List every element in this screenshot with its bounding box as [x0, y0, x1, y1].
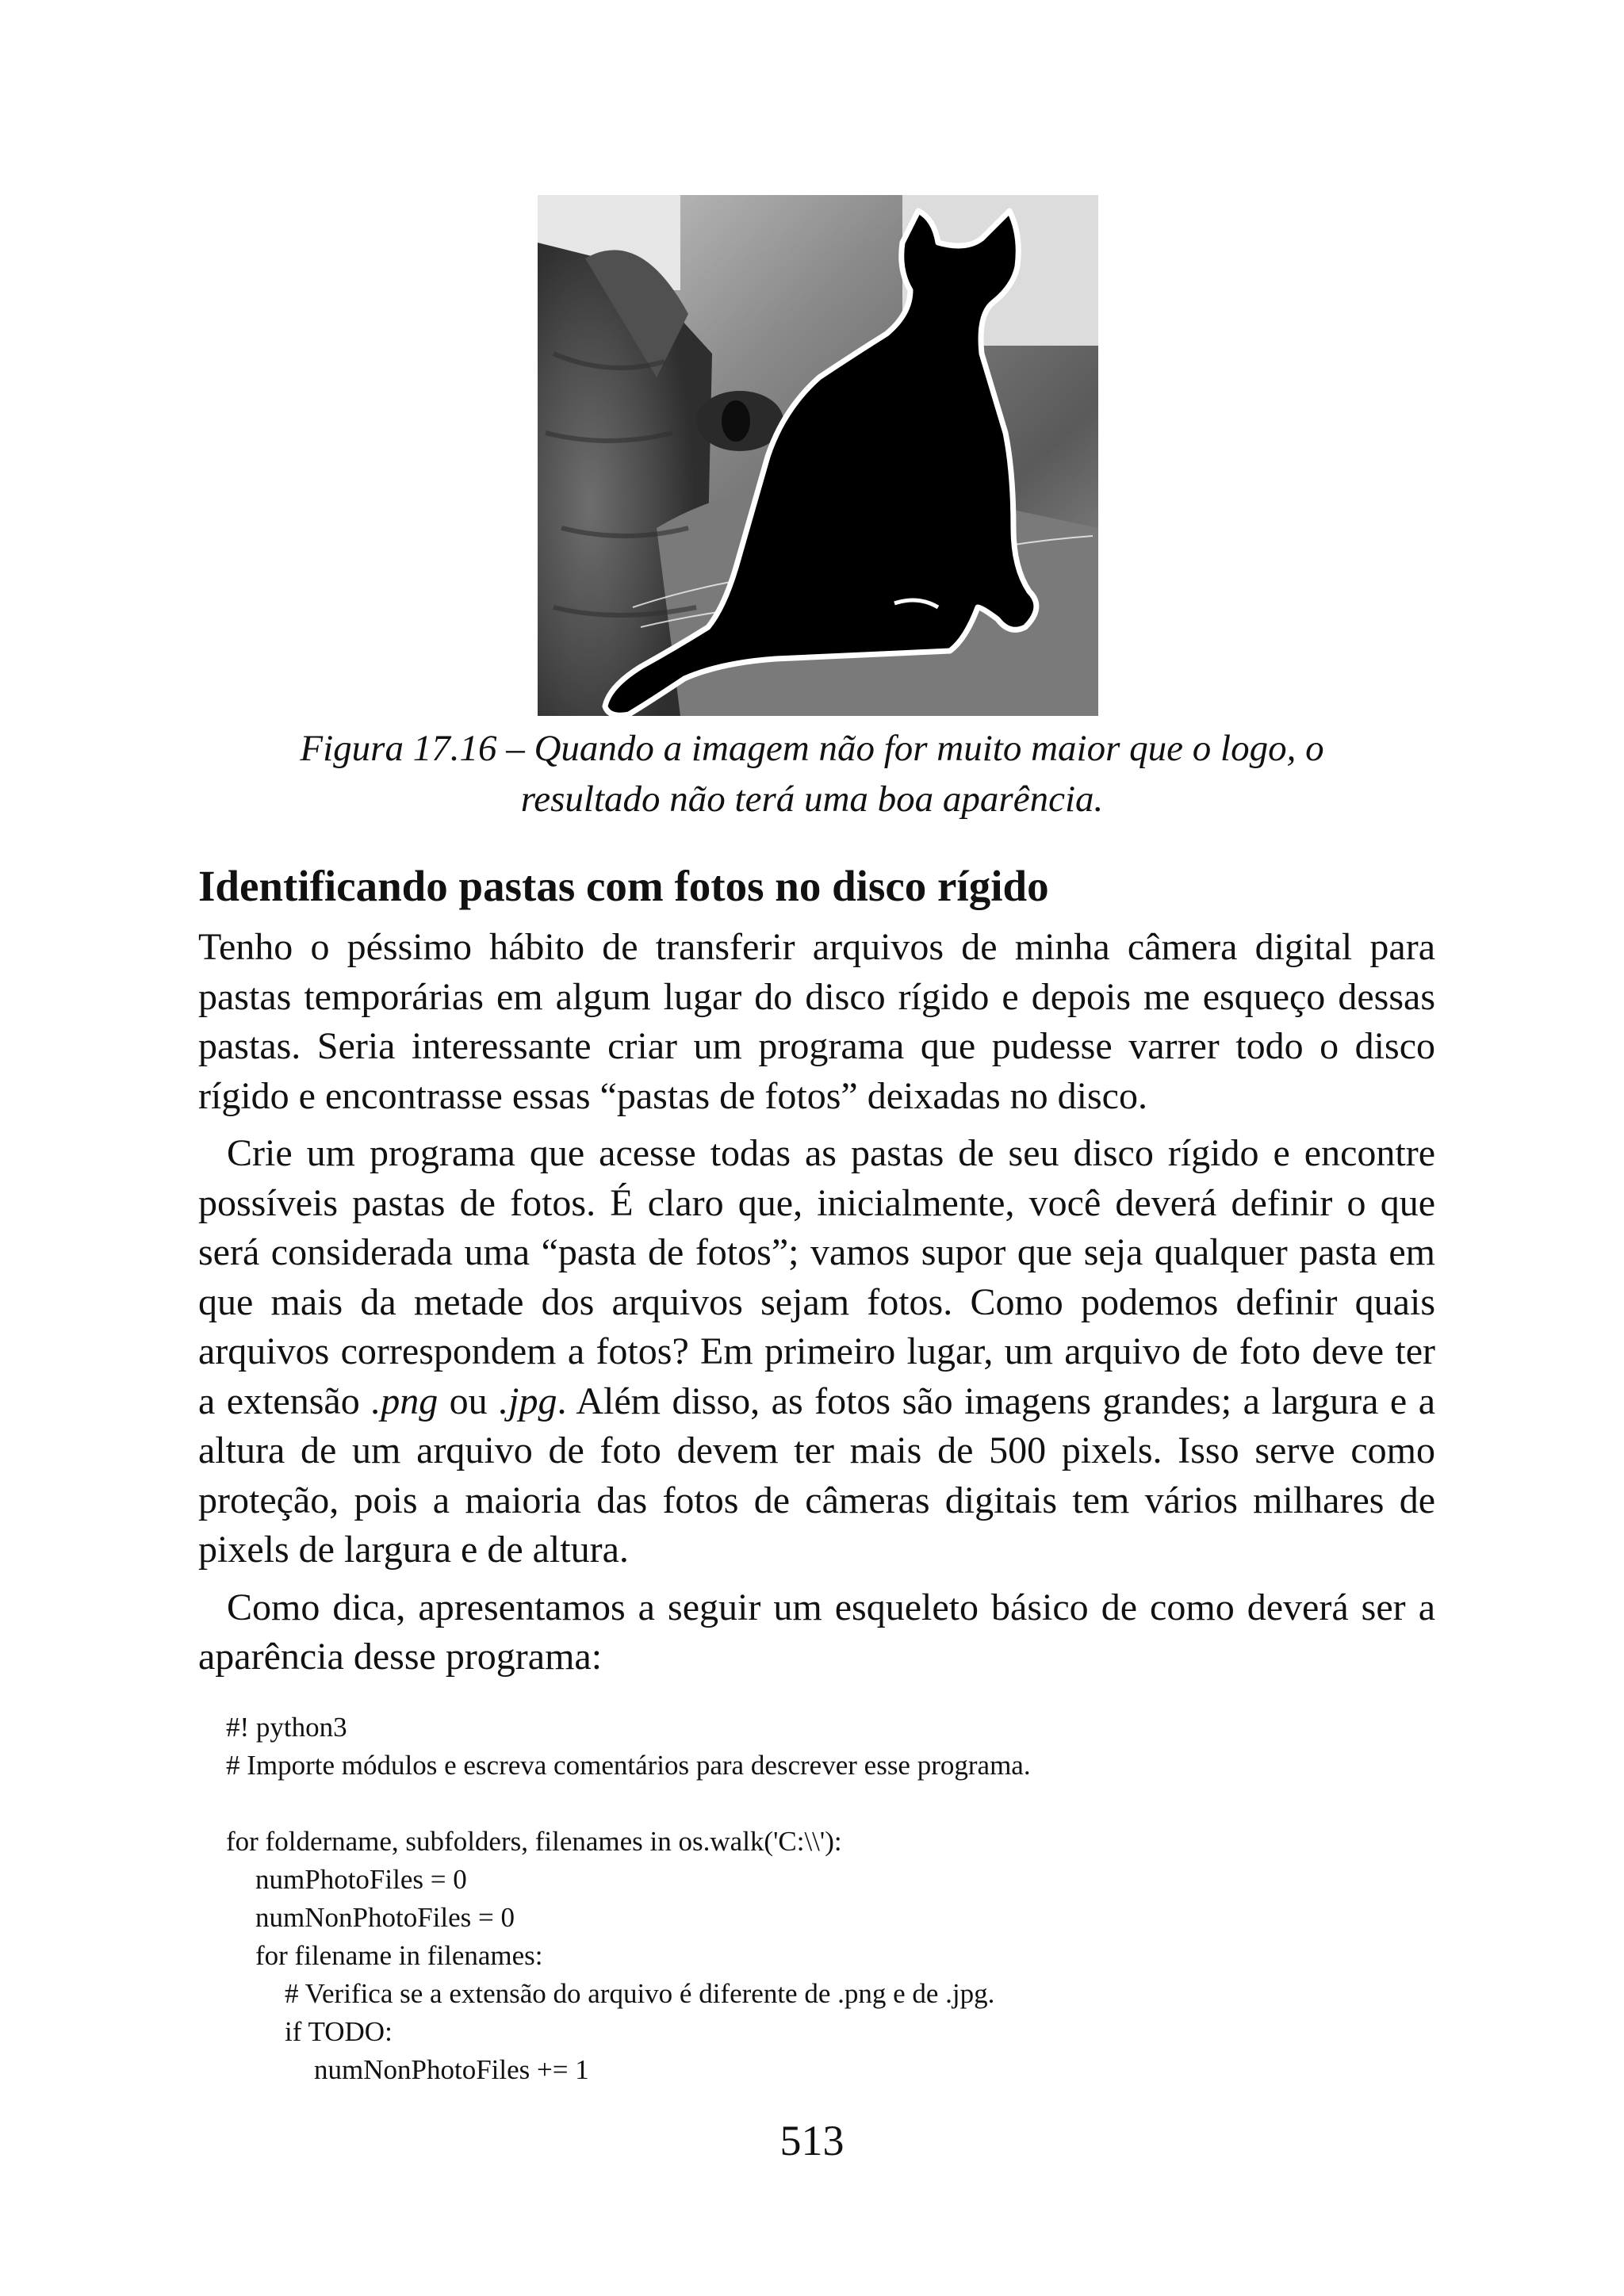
section-heading: Identificando pastas com fotos no disco rígido [198, 862, 1049, 910]
code-line: numNonPhotoFiles = 0 [255, 1902, 515, 1933]
paragraph-2-text-a: Crie um programa que acesse todas as pastas de seu disco rígido e encontre possíveis pastas de fotos. É claro que, inicialmente, você deverá definir o que será considerada uma “pasta de fotos”; vamos supor que seja qualquer pasta em que mais da metade dos arquivos sejam fotos. Como podemos definir quais arquivos correspondem a fotos? Em primeiro lugar, um arquivo de foto deve ter a extensão [198, 1132, 1435, 1422]
code-line: for filename in filenames: [255, 1940, 543, 1971]
extension-jpg: .jpg [499, 1380, 557, 1422]
code-line: numPhotoFiles = 0 [255, 1864, 467, 1895]
page-number: 513 [779, 2117, 845, 2164]
figure-cat-photo [538, 195, 1098, 716]
cat-photo-image [538, 195, 1098, 716]
paragraph-3: Como dica, apresentamos a seguir um esqueleto básico de como deverá ser a aparência desse programa: [198, 1586, 1435, 1678]
code-listing [226, 1709, 1415, 2089]
paragraph-2-text-b: ou [438, 1380, 500, 1422]
figure-caption [198, 723, 1426, 825]
paragraph-2-text-c: . Além disso, as fotos são imagens grandes; a largura e a altura de um arquivo de foto devem ter mais de 500 pixels. Isso serve como proteção, pois a maioria das fotos de câmeras digitais tem vários milhares de pixels de largura e de altura. [198, 1380, 1436, 1571]
extension-png: .png [371, 1380, 439, 1422]
code-line: for foldername, subfolders, filenames in os.walk('C:\\'): [226, 1826, 842, 1857]
paragraph-2 [198, 1129, 1435, 1575]
figure-caption-line-2: resultado não terá uma boa aparência. [520, 779, 1104, 820]
code-line: # Importe módulos e escreva comentários para descrever esse programa. [226, 1750, 1031, 1781]
code-line-blank [226, 1785, 1415, 1823]
section-body [198, 923, 1435, 1690]
code-line: if TODO: [285, 2016, 393, 2047]
paragraph-1: Tenho o péssimo hábito de transferir arquivos de minha câmera digital para pastas temporárias em algum lugar do disco rígido e depois me esqueço dessas pastas. Seria interessante criar um programa que pudesse varrer todo o disco rígido e encontrasse essas “pastas de fotos” deixadas no disco. [198, 926, 1435, 1117]
figure-caption-line-1: Figura 17.16 – Quando a imagem não for muito maior que o logo, o [300, 728, 1324, 769]
code-line: numNonPhotoFiles += 1 [314, 2054, 589, 2085]
code-line: # Verifica se a extensão do arquivo é diferente de .png e de .jpg. [285, 1978, 995, 2009]
code-line: #! python3 [226, 1712, 347, 1743]
